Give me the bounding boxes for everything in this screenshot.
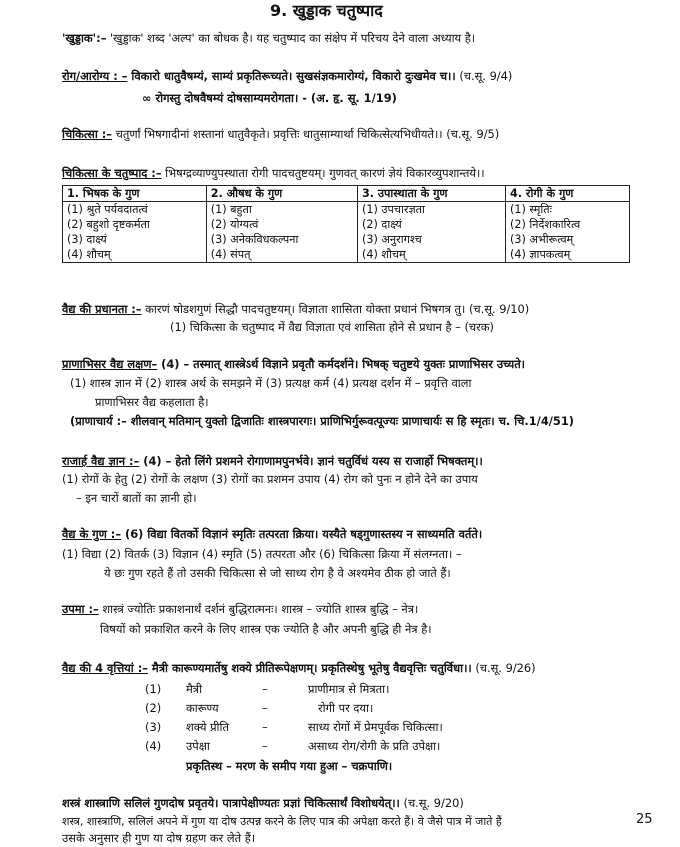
pradhanata-line-2: (1) चिकित्सा के चतुष्पाद में वैद्य विज्ञाता एवं शासिता होने से प्रधान है – (चरक) (170, 320, 494, 334)
shastra-ref: (च.सू. 9/20) (399, 796, 464, 810)
table-cell: (4) ज्ञापकत्वम् (505, 247, 629, 263)
table-cell: (1) बहुता (206, 202, 357, 218)
list-item: – (262, 682, 268, 696)
vritti-ref: (च.सू. 9/26) (471, 661, 536, 675)
list-item: प्राणीमात्र से मित्रता। (308, 682, 390, 696)
list-item: – (262, 739, 268, 753)
list-item: उपेक्षा (186, 739, 210, 753)
table-row (63, 247, 630, 263)
table-cell: (3) अनेकविधकल्पना (206, 232, 357, 247)
table-row (63, 217, 630, 232)
upama-line-2: विषयों को प्रकाशित करने के लिए शास्त्र एक ज्योति है और अपनी बुद्धि ही नेत्र है। (100, 622, 432, 636)
guna-table-header (63, 186, 630, 202)
table-row (63, 232, 630, 247)
chapter-title: 9. खुड्डाक चतुष्पाद (270, 1, 383, 20)
roga-verse: विकारो धातुवैषम्यं, साम्यं प्रकृतिरूच्यते। सुखसंज्ञकमारोग्यं, विकारो दुःखमेव च।। (127, 69, 456, 83)
header-rogi: 4. रोगी के गुण (505, 186, 629, 202)
guna-table (62, 185, 630, 263)
intro-text: 'खुड्डाक' शब्द 'अल्प' का बोधक है। यह चतुष्पाद का संक्षेप में परिचय देने वाला अध्याय है। (106, 31, 476, 45)
table-cell: (3) दाक्ष्यं (63, 232, 207, 247)
upama-line-1 (62, 602, 418, 617)
list-item: साध्य रोगों में प्रेमपूर्वक चिकित्सा। (308, 720, 443, 734)
chikitsa-term: चिकित्सा :– (62, 127, 113, 141)
vaidyaguna-line-2: (1) विद्या (2) वितर्क (3) विज्ञान (4) स्मृति (5) तत्परता और (6) चिकित्सा क्रिया में संलग्नता। – (62, 547, 462, 561)
chikitsa-line (62, 127, 499, 142)
table-cell: (3) अभीरूत्वम् (505, 232, 629, 247)
chikitsa-text: चतुर्णां भिषगादीनां शस्तानां धातुवैकृते। प्रवृत्तिः धातुसाम्यार्था चिकित्सेत्यभिधीयते।। (च.सू. 9/5) (112, 127, 500, 141)
vaidyaguna-verse: (6) विद्या वितर्को विज्ञानं स्मृतिः तत्परता क्रिया। यस्यैते षड्गुणास्तस्य न साध्यमति वर्तते। (121, 527, 483, 541)
roga-line-2: ∞ रोगस्तु दोषवैषम्यं दोषसाम्यमरोगता। - (अ. हृ. सू. 1/19) (142, 91, 397, 105)
table-cell: (1) श्रुते पर्यवदातत्वं (63, 202, 207, 218)
list-item: रोगी पर दया। (318, 701, 374, 715)
list-item: मैत्री (186, 682, 203, 696)
vaidyaguna-line-1 (62, 527, 482, 542)
roga-ref: (च.सू. 9/4) (455, 69, 513, 83)
pranabhisara-verse: (4) – तस्मात् शास्त्रेऽर्थ विज्ञाने प्रवृतौ कर्मदर्शने। भिषक् चतुष्टये युक्तः प्राणाभिसर उच्यते। (157, 357, 526, 371)
pranacharya-line: (प्राणाचार्य :– शीलवान् मतिमान् युक्तो द्विजातिः शास्त्रपारगः। प्राणिभिर्गुरूवत्पूज्यः प्राणाचार्यः स हि स्मृतः। च. चि.1/4/51) (70, 414, 574, 428)
pranabhisara-term: प्राणाभिसर वैद्य लक्षण– (62, 357, 158, 371)
vritti-line-1 (62, 661, 536, 676)
list-item: (4) (145, 739, 162, 753)
rajarha-line-2: (1) रोगों के हेतु (2) रोगों के लक्षण (3) रोगों का प्रशमन उपाय (4) रोग को पुनः न होने देने का उपाय (62, 472, 478, 486)
table-cell: (1) स्मृतिः (505, 202, 629, 218)
vaidyaguna-term: वैद्य के गुण :– (62, 527, 122, 541)
list-item: कारूण्य (186, 701, 219, 715)
shastra-line-1 (62, 796, 464, 811)
table-cell: (1) उपचारज्ञता (357, 202, 505, 218)
intro-term: 'खुड्डाक':– (62, 31, 107, 45)
pranabhisara-line-3: प्राणाभिसर वैद्य कहलाता है। (95, 395, 209, 409)
table-cell: (4) शौचम् (357, 247, 505, 263)
roga-line-1 (62, 69, 512, 84)
list-item: असाध्य रोग/रोगी के प्रति उपेक्षा। (308, 739, 441, 753)
rajarha-term: राजार्ह वैद्य ज्ञान :– (62, 454, 140, 468)
list-item: – (262, 701, 268, 715)
header-upasthata: 3. उपास्थाता के गुण (357, 186, 505, 202)
table-cell: (4) संपत् (206, 247, 357, 263)
list-item: शक्ये प्रीति (186, 720, 229, 734)
chatushpada-text: भिषग्द्रव्याण्युपस्थाता रोगी पादचतुष्टयम्। गुणवत् कारणं ज्ञेयं विकारव्युपशान्तये।। (161, 166, 485, 180)
pradhanata-line-1 (62, 302, 529, 317)
page-number: 25 (636, 812, 653, 827)
chatushpada-term: चिकित्सा के चतुष्पाद :– (62, 166, 162, 180)
upama-text: शास्त्रं ज्योतिः प्रकाशनार्थं दर्शनं बुद्धिरात्मनः। शास्त्र – ज्योति शास्त्र बुद्धि – नेत्र। (98, 602, 419, 616)
vaidyaguna-line-3: ये छः गुण रहते हैं तो उसकी चिकित्सा से जो साध्य रोग है वे अश्यमेव ठीक हो जाते हैं। (104, 566, 451, 580)
table-cell: (4) शौचम् (63, 247, 207, 263)
table-cell: (2) दाक्ष्यं (357, 217, 505, 232)
roga-term: रोग/आरोग्य : – (62, 69, 128, 83)
pradhanata-text: कारणं षोडशगुणं सिद्धौ पादचतुष्टयम्। विज्ञाता शासिता योक्ता प्रधानं भिषगत्र तु। (च.सू. 9/10) (141, 302, 530, 316)
vritti-verse: मैत्री कारूण्यमार्तेषु शक्ये प्रीतिरूपेक्षणम्। प्रकृतिस्थेषु भूतेषु वैद्यवृत्तिः चतुर्विधा।। (147, 661, 472, 675)
vritti-term: वैद्य की 4 वृत्तियां :– (62, 661, 148, 675)
pranabhisara-line-2: (1) शास्त्र ज्ञान में (2) शास्त्र अर्थ के समझने में (3) प्रत्यक्ष कर्म (4) प्रत्यक्ष दर्शन में – प्रवृत्ति वाला (70, 376, 472, 390)
header-bhishak: 1. भिषक के गुण (63, 186, 207, 202)
table-cell: (2) बहुशो दृष्टकर्मता (63, 217, 207, 232)
shastra-line-2: शस्त्र, शास्त्राणि, सलिलं अपने में गुण या दोष उत्पन्न करने के लिए पात्र की अपेक्षा करते हैं। वे जैसे पात्र में जाते हैं (62, 815, 502, 828)
pradhanata-term: वैद्य की प्रधानता :– (62, 302, 142, 316)
list-item: (3) (145, 720, 162, 734)
list-item: – (262, 720, 268, 734)
table-cell: (2) निर्देशकारित्व (505, 217, 629, 232)
rajarha-line-3: – इन चारों बातों का ज्ञानी हो। (76, 491, 197, 505)
chatushpada-line (62, 166, 485, 181)
table-cell: (3) अनुरागश्च (357, 232, 505, 247)
list-item: (2) (145, 701, 162, 715)
pranabhisara-line-1 (62, 357, 525, 372)
intro-paragraph (62, 31, 475, 46)
rajarha-line-1 (62, 454, 483, 469)
shastra-line-3: उसके अनुसार ही गुण या दोष ग्रहण कर लेते हैं। (62, 831, 256, 845)
vritti-footer: प्रकृतिस्थ – मरण के समीप गया हुआ – चक्रपाणि। (186, 759, 393, 773)
header-aushadh: 2. औषध के गुण (206, 186, 357, 202)
table-row (63, 202, 630, 218)
list-item: (1) (145, 682, 162, 696)
upama-term: उपमा :– (62, 602, 99, 616)
table-cell: (2) योग्यत्वं (206, 217, 357, 232)
rajarha-verse: (4) – हेतो लिंगे प्रशमने रोगाणामपुनर्भवे। ज्ञानं चतुर्विधं यस्य स राजार्हो भिषक्तम्।। (139, 454, 483, 468)
shastra-verse: शस्त्रं शास्त्राणि सलिलं गुणदोष प्रवृतये। पात्रापेक्षीण्यतः प्रज्ञां चिकित्सार्थं विशोधयेत्।। (62, 796, 400, 810)
